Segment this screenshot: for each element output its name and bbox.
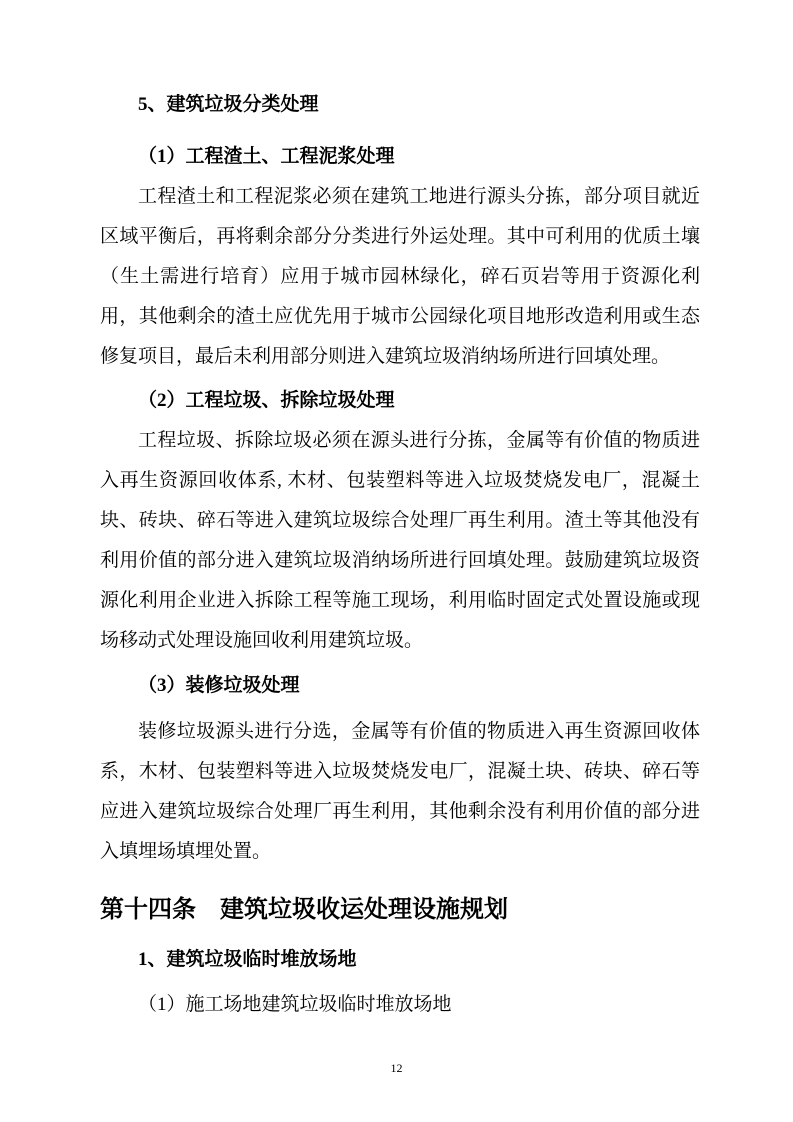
item-heading-1: 1、建筑垃圾临时堆放场地 [138,949,357,970]
article-heading-14 [100,888,700,932]
paragraph-engineering-demolition-waste: 工程垃圾、拆除垃圾必须在源头进行分拣，金属等有价值的物质进入再生资源回收体系, 木材、包装塑料等进入垃圾焚烧发电厂，混凝土块、砖块、碎石等进入建筑垃圾综合处理厂再生利用。渣土等其他没有利用价值的部分进入建筑垃圾消纳场所进行回填处理。鼓励建筑垃圾资源化利用企业进入拆除工程等施工现场，利用临时固定式处置设施或现场移动式处理设施回收利用建筑垃圾。 [100,430,700,651]
paragraph-decoration-waste: 装修垃圾源头进行分选，金属等有价值的物质进入再生资源回收体系，木材、包装塑料等进入垃圾焚烧发电厂，混凝土块、砖块、碎石等应进入建筑垃圾综合处理厂再生利用，其他剩余没有利用价值的部分进入填埋场填埋处置。 [100,721,700,862]
subsection-heading-2: （2）工程垃圾、拆除垃圾处理 [138,390,395,411]
article-number: 第十四条 [100,896,196,923]
document-content [100,0,700,1025]
section-heading-5: 5、建筑垃圾分类处理 [138,94,319,115]
subsection-heading-1: （1）工程渣土、工程泥浆处理 [138,146,395,167]
paragraph-engineering-muck: 工程渣土和工程泥浆必须在建筑工地进行源头分拣，部分项目就近区域平衡后，再将剩余部分分类进行外运处理。其中可利用的优质土壤（生土需进行培育）应用于城市园林绿化，碎石页岩等用于资源化利用，其他剩余的渣土应优先用于城市公园绿化项目地形改造利用或生态修复项目，最后未利用部分则进入建筑垃圾消纳场所进行回填处理。 [100,186,700,367]
article-title: 建筑垃圾收运处理设施规划 [220,896,508,923]
subsection-heading-3: （3）装修垃圾处理 [138,675,300,696]
item-subheading-1: （1）施工场地建筑垃圾临时堆放场地 [138,994,452,1015]
page-number: 12 [390,1061,403,1075]
